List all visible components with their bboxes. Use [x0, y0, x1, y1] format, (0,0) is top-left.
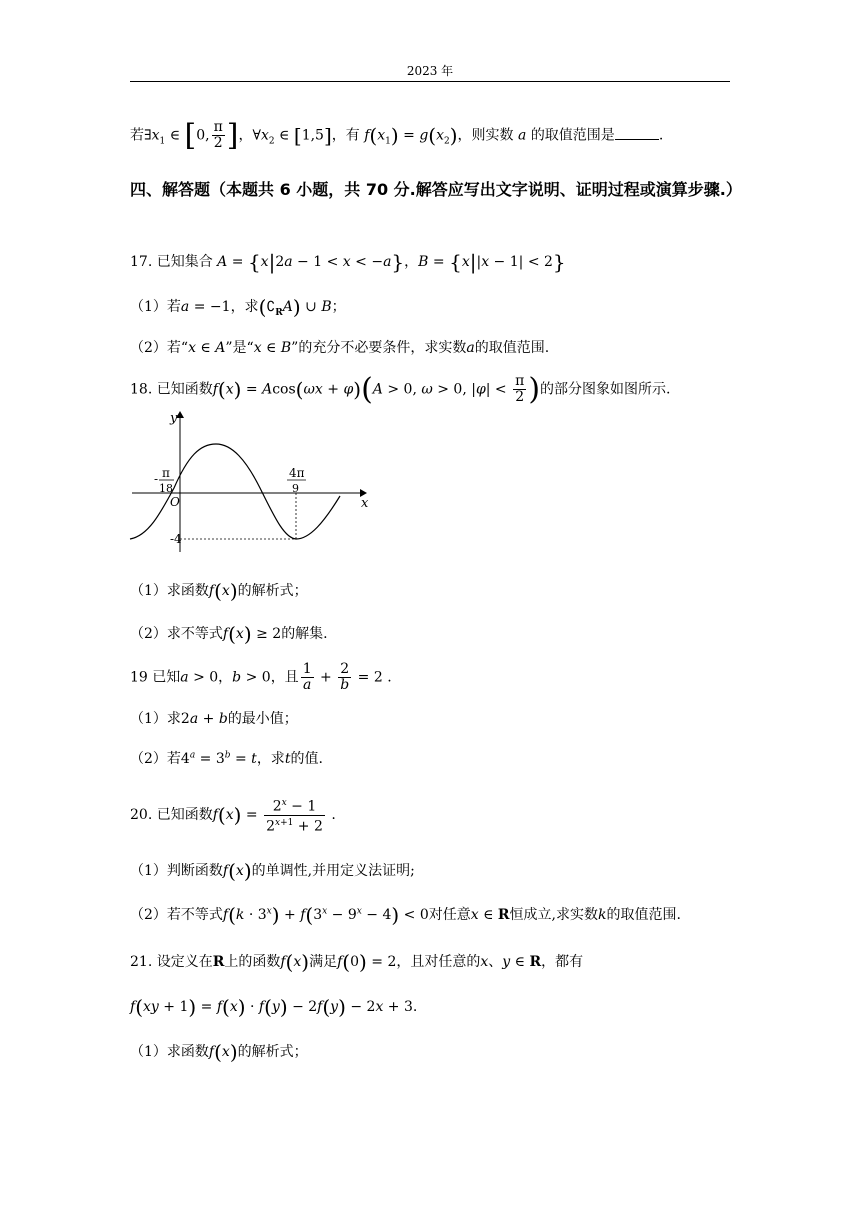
q20-intro: 20. 已知函数f(x) = $\frac{2^x - 1}{2^{x+1} + 2}$ . — [130, 798, 336, 835]
page-header: 2023 年 — [406, 64, 454, 78]
q18-part1: （1）求函数f(x)的解析式； — [130, 579, 308, 603]
min-x-den: 9 — [292, 482, 299, 495]
q18-intro: 18. 已知函数f(x) = Acos(ωx + φ)(A > 0, ω > 0, |φ| < $\frac{\pi}{2}$ )的部分图象如图所示. — [130, 372, 671, 407]
left-zero-den: 18 — [159, 482, 173, 495]
q19-part2: （2）若$4^a = 3^b = t$，求t的值. — [130, 750, 323, 767]
function-graph — [128, 404, 378, 554]
q19-part1: （1）求2a + b的最小值； — [130, 711, 298, 727]
x-axis-label: x — [361, 496, 369, 511]
q21-equation: f(xy + 1) = f(x) · f(y) − 2f(y) − 2x + 3. — [130, 995, 418, 1019]
q17-part1: （1）若a = −1，求$(∁_RA)$ ∪ B； — [130, 295, 346, 319]
left-zero-num: π — [162, 466, 170, 480]
section-title: 四、解答题（本题共 6 小题，共 70 分.解答应写出文字说明、证明过程或演算步骤.） — [130, 180, 742, 199]
answer-blank — [615, 139, 659, 140]
min-x-num: 4π — [289, 466, 305, 480]
q20-part2: （2）若不等式$f(k \cdot 3^x) + f(3^x - 9^x - 4) < 0$对任意x ∈ R恒成立,求实数k的取值范围. — [130, 903, 681, 927]
q21-intro: 21. 设定义在R上的函数f(x)满足f(0) = 2，且对任意的x、y ∈ R，都有 — [130, 950, 584, 974]
y-axis-label: y — [170, 411, 178, 426]
left-zero-sign: - — [154, 472, 159, 486]
origin-label: O — [170, 495, 180, 509]
q17-intro: 17. 已知集合 A = {x|2a − 1 < x < −a}，B = {x||x − 1| < 2} — [130, 250, 566, 274]
q20-part1: （1）判断函数f(x)的单调性,并用定义法证明; — [130, 859, 415, 883]
header-divider — [130, 81, 730, 82]
q21-part1: （1）求函数f(x)的解析式； — [130, 1040, 308, 1064]
q18-part2: （2）求不等式f(x) ≥ 2的解集. — [130, 622, 328, 646]
q19-intro: 19 已知a > 0，b > 0，且 $\frac{1}{a}$ + $\frac{2}{b}$ = 2 . — [130, 661, 392, 693]
q16-line: 若$\exists x_1$ ∈ [0, $\frac{\pi}{2}$ ]，$\forall x_2$ ∈ [1,5]，有 $f(x_1) = g(x_2)$，则实数 a 的取值范围是 . — [130, 118, 664, 153]
min-value-label: -4 — [170, 532, 182, 546]
q17-part2: （2）若“x ∈ A”是“x ∈ B”的充分不必要条件，求实数a的取值范围. — [130, 340, 550, 356]
